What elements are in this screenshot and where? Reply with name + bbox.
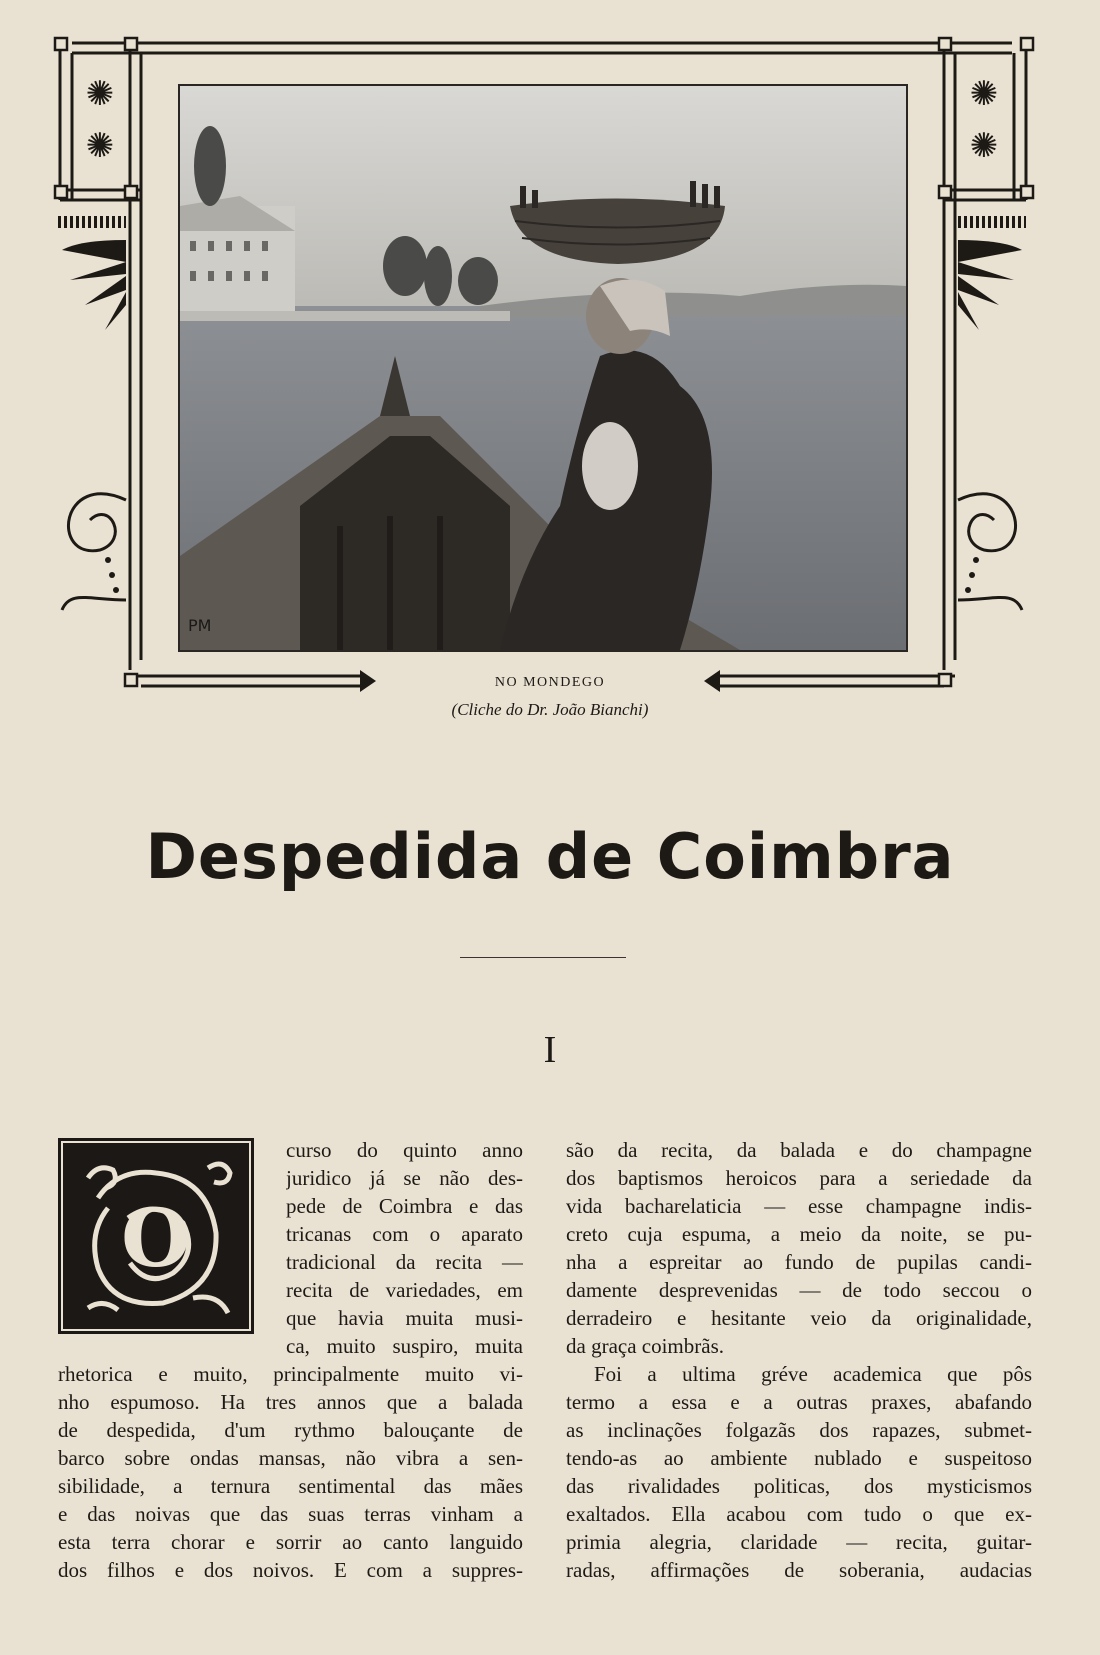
photographer-monogram: PM <box>188 616 212 635</box>
text-line: ca, muito suspiro, muita <box>286 1334 523 1358</box>
text-line: que havia muita musi- <box>286 1306 523 1330</box>
rosette-icon: ✺ <box>969 74 999 114</box>
text-line: tradicional da recita — <box>286 1250 523 1274</box>
text-line: são da recita, da balada e do champagne <box>566 1138 1032 1162</box>
text-line: das rivalidades politicas, dos mysticismos <box>566 1474 1032 1498</box>
text-line: as inclinações folgazãs dos rapazes, submet- <box>566 1418 1032 1442</box>
text-line: da graça coimbrãs. <box>566 1334 725 1358</box>
article-title: Despedida de Coimbra <box>145 820 955 893</box>
section-number: I <box>543 1029 557 1071</box>
text-line: termo a essa e a outras praxes, abafando <box>566 1390 1032 1414</box>
photo-illustration <box>180 86 906 650</box>
text-line: barco sobre ondas mansas, não vibra a sen- <box>58 1446 523 1470</box>
text-line: dos baptismos heroicos para a seriedade da <box>566 1166 1032 1190</box>
rosette-icon: ✺ <box>969 126 999 166</box>
text-line: rhetorica e muito, principalmente muito vi- <box>58 1362 523 1386</box>
text-line: sibilidade, a ternura sentimental das mães <box>58 1474 523 1498</box>
ornamental-dropcap <box>58 1138 254 1334</box>
text-line: exaltados. Ella acabou com tudo o que ex- <box>566 1502 1032 1526</box>
river-photograph <box>178 84 908 652</box>
text-line: esta terra chorar e sorrir ao canto languido <box>58 1530 523 1554</box>
text-line: dos filhos e dos noivos. E com a suppres- <box>58 1558 523 1582</box>
text-line: nha a espreitar ao fundo de pupilas candi- <box>566 1250 1032 1274</box>
text-line: creto cuja espuma, a meio da noite, se pu- <box>566 1222 1032 1246</box>
text-line: tendo-as ao ambiente nublado e suspeitoso <box>566 1446 1032 1470</box>
text-line: damente desprevenidas — de todo seccou o <box>566 1278 1032 1302</box>
rosette-icon: ✺ <box>85 74 115 114</box>
text-line: tricanas com o aparato <box>286 1222 523 1246</box>
text-line: nho espumoso. Ha tres annos que a balada <box>58 1390 523 1414</box>
article-column-left-bottom <box>58 1360 523 1584</box>
text-line: de despedida, d'um rythmo balouçante de <box>58 1418 523 1442</box>
text-line: pede de Coimbra e das <box>286 1194 523 1218</box>
text-line: vida bacharelaticia — esse champagne indis- <box>566 1194 1032 1218</box>
text-line: juridico já se não des- <box>286 1166 523 1190</box>
text-line: primia alegria, claridade — recita, guitar- <box>566 1530 1032 1554</box>
scroll-ornament <box>958 494 1016 551</box>
article-column-left-top <box>286 1136 523 1360</box>
text-line: derradeiro e hesitante veio da originalidade, <box>566 1306 1032 1330</box>
text-line: recita de variedades, em <box>286 1278 523 1302</box>
title-divider <box>460 957 626 958</box>
caption-credit: (Cliche do Dr. João Bianchi) <box>451 700 649 719</box>
text-line: radas, affirmações de soberania, audacias <box>566 1558 1032 1582</box>
caption-title: NO MONDEGO <box>494 675 606 690</box>
scroll-ornament <box>68 494 126 551</box>
article-column-right <box>566 1136 1032 1584</box>
dropcap-letter: O <box>121 1191 191 1285</box>
text-line: curso do quinto anno <box>286 1138 523 1162</box>
rosette-icon: ✺ <box>85 126 115 166</box>
text-line: e das noivas que das suas terras vinham a <box>58 1502 523 1526</box>
text-line: Foi a ultima gréve academica que pôs <box>594 1362 1032 1386</box>
